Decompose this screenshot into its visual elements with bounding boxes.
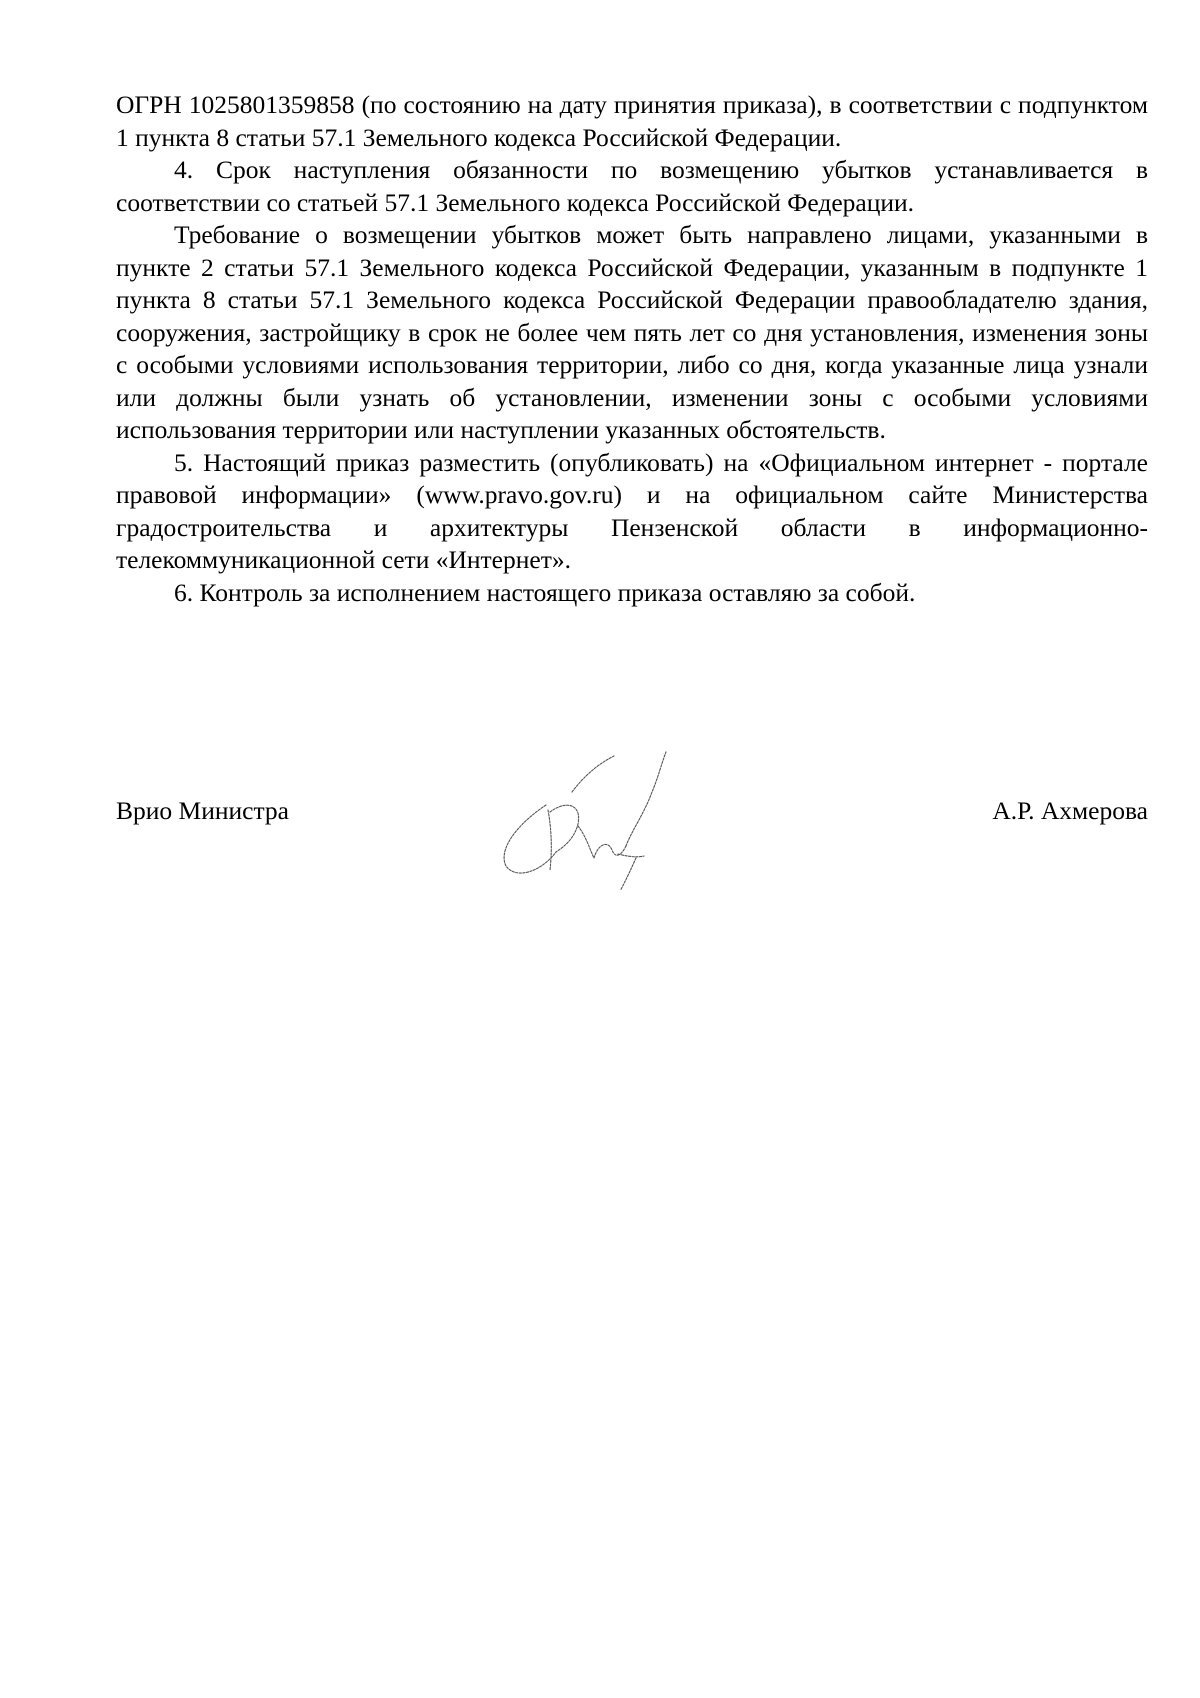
paragraph-item-5: 5. Настоящий приказ разместить (опубликовать) на «Официальном интернет - портале правовой информации» (www.pravo.gov.ru) и на официальном сайте Министерства градостроительства и архитектуры Пензенской области в информационно-телекоммуникационной сети «Интернет». <box>116 447 1148 574</box>
paragraph-item-6: 6. Контроль за исполнением настоящего приказа оставляю за собой. <box>174 577 916 607</box>
paragraph-item-4: 4. Срок наступления обязанности по возмещению убытков устанавливается в соответствии со статьей 57.1 Земельного кодекса Российской Федерации. <box>116 155 1148 217</box>
signatory-name: А.Р. Ахмерова <box>992 796 1148 825</box>
signature-block <box>116 740 1148 890</box>
document-body <box>116 89 1148 609</box>
signatory-position: Врио Министра <box>116 796 289 825</box>
paragraph-ogrn-continuation: ОГРН 1025801359858 (по состоянию на дату принятия приказа), в соответствии с подпунктом 1 пункта 8 статьи 57.1 Земельного кодекса Российской Федерации. <box>116 90 1148 152</box>
paragraph-damages-claim: Требование о возмещении убытков может быть направлено лицами, указанными в пункте 2 статьи 57.1 Земельного кодекса Российской Федерации, указанным в подпункте 1 пункта 8 статьи 57.1 Земельного кодекса Российской Федерации правообладателю здания, сооружения, застройщику в срок не более чем пять лет со дня установления, изменения зоны с особыми условиями использования территории, либо со дня, когда указанные лица узнали или должны были узнать об установлении, изменении зоны с особыми условиями использования территории или наступлении указанных обстоятельств. <box>116 220 1148 444</box>
handwritten-signature <box>486 740 706 890</box>
